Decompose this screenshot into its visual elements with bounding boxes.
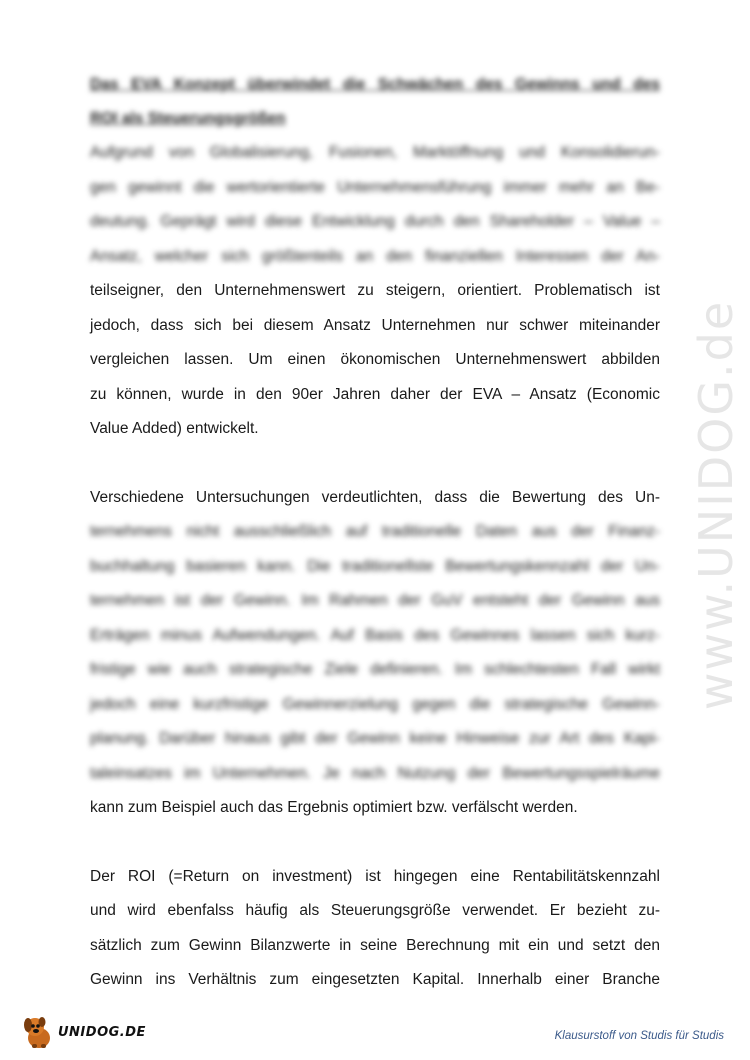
paragraph-roi (90, 860, 660, 998)
text-line: ternehmens nicht ausschließlich auf traditionelle Daten aus der Finanz- (90, 523, 660, 540)
text-line: vergleichen lassen. Um einen ökonomischen Unternehmenswert abbilden (90, 351, 660, 368)
text-line: taleinsatzes im Unternehmen. Je nach Nutzung der Bewertungsspielräume (90, 764, 660, 782)
text-line: gen gewinnt die wertorientierte Unternehmensführung immer mehr an Be- (90, 178, 660, 196)
text-line: deutung. Geprägt wird diese Entwicklung durch den Shareholder – Value – (90, 213, 660, 230)
text-line: jedoch, dass sich bei diesem Ansatz Unternehmen nur schwer miteinander (90, 316, 660, 334)
text-line: Aufgrund von Globalisierung, Fusionen, Marktöffnung und Konsolidierun- (90, 144, 660, 161)
text-line: planung. Darüber hinaus gibt der Gewinn keine Hinweise zur Art des Kapi- (90, 730, 660, 747)
logo-text: UNIDOG.DE (58, 1024, 146, 1040)
text-line: sätzlich zum Gewinn Bilanzwerte in seine Berechnung mit ein und setzt den (90, 936, 660, 954)
text-line: ternehmen ist der Gewinn. Im Rahmen der GuV entsteht der Gewinn aus (90, 592, 660, 609)
document-heading (90, 68, 660, 136)
text-line: buchhaltung basieren kann. Die traditionellste Bewertungskennzahl der Un- (90, 557, 660, 575)
text-line: Gewinn ins Verhältnis zum eingesetzten Kapital. Innerhalb einer Branche (90, 971, 660, 988)
dog-mascot-icon (22, 1014, 56, 1050)
text-line: Ansatz, welcher sich größtenteils an den finanziellen Interessen der An- (90, 247, 660, 265)
watermark (686, 270, 746, 740)
document-body (90, 68, 660, 998)
heading-line: Das EVA Konzept überwindet die Schwächen des Gewinns und des (90, 76, 660, 93)
text-line: kann zum Beispiel auch das Ergebnis optimiert bzw. verfälscht werden. (90, 799, 578, 816)
text-line: und wird ebenfalss häufig als Steuerungsgröße verwendet. Er bezieht zu- (90, 902, 660, 919)
paragraph-eva-intro (90, 136, 660, 447)
paragraph-spacer (90, 826, 660, 860)
unidog-logo (22, 1012, 162, 1052)
text-line: Value Added) entwickelt. (90, 420, 259, 437)
heading-line: ROI als Steuerungsgrößen (90, 110, 286, 127)
watermark-text: www.UNIDOG.de (689, 299, 743, 711)
footer-tagline: Klausurstoff von Studis für Studis (554, 1030, 724, 1042)
text-line: Erträgen minus Aufwendungen. Auf Basis des Gewinnes lassen sich kurz- (90, 626, 660, 644)
paragraph-gewinn (90, 481, 660, 826)
paragraph-spacer (90, 447, 660, 481)
text-line: Verschiedene Untersuchungen verdeutlichten, dass die Bewertung des Un- (90, 488, 660, 506)
text-line: teilseigner, den Unternehmenswert zu steigern, orientiert. Problematisch ist (90, 282, 660, 299)
text-line: Der ROI (=Return on investment) ist hingegen eine Rentabilitätskennzahl (90, 867, 660, 885)
text-line: fristige wie auch strategische Ziele definieren. Im schlechtesten Fall wirkt (90, 661, 660, 678)
text-line: zu können, wurde in den 90er Jahren daher der EVA – Ansatz (Economic (90, 385, 660, 403)
text-line: jedoch eine kurzfristige Gewinnerzielung gegen die strategische Gewinn- (90, 695, 660, 713)
